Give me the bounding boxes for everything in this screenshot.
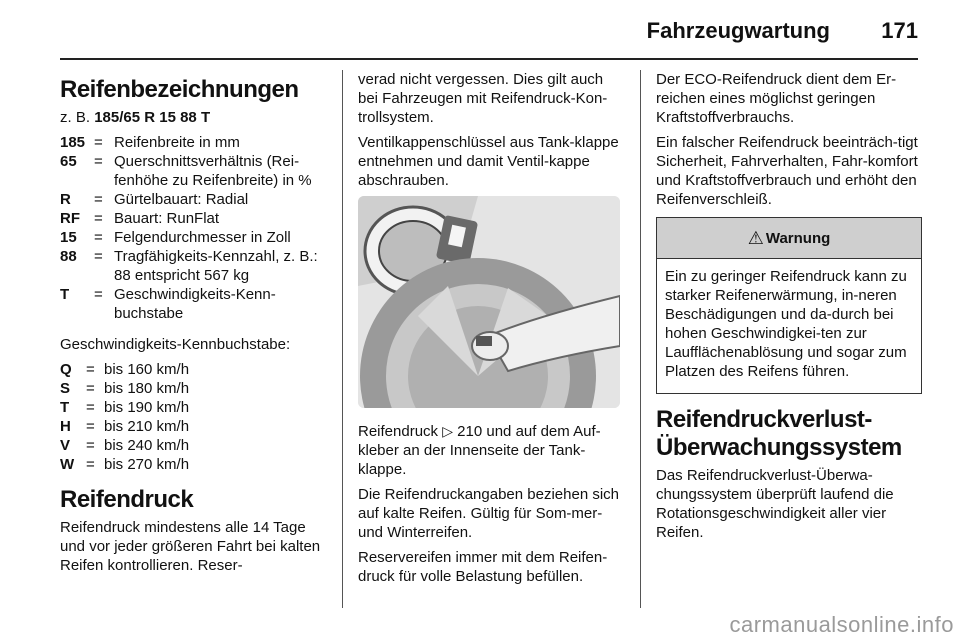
definition-term: RF [60,210,80,227]
definition-term: 65 [60,153,77,170]
speed-index-term: S [60,380,71,397]
paragraph: Ventilkappenschlüssel aus Tank-klappe entnehmen und damit Ventil-kappe abschrauben. [358,134,619,189]
definition-eq: = [94,191,103,208]
definition-eq: = [94,153,103,170]
definition-desc: Querschnittsverhältnis (Rei-fenhöhe zu Reifenbreite) in % [114,153,312,189]
pressure-text: Reifendruck mindestens alle 14 Tage und vor jeder größeren Fahrt bei kalten Reifen kontrollieren. Reser- [60,519,321,574]
speed-index-term: H [60,418,71,435]
paragraph: Das Reifendruckverlust-Überwa-chungssystem überprüft laufend die Rotationsgeschwindigkeit aller vier Reifen. [656,467,894,541]
heading-tpms: Reifendruckverlust-Überwachungssystem [656,406,902,461]
definition-eq: = [94,134,103,151]
paragraph: Die Reifendruckangaben beziehen sich auf kalte Reifen. Gültig für Som-mer- und Winterreifen. [358,486,620,541]
column-divider [640,70,641,608]
column-divider [342,70,343,608]
definition-desc: Felgendurchmesser in Zoll [114,229,291,246]
speed-index-term: V [60,437,71,454]
chapter-title: Fahrzeugwartung [646,18,830,43]
paragraph: verad nicht vergessen. Dies gilt auch bei Fahrzeugen mit Reifendruck-Kon-trollsystem. [358,71,608,126]
definition-eq: = [94,248,103,265]
tire-code-definitions [60,133,326,323]
valve-cap-photo-svg [358,196,620,408]
column-2 [358,70,624,592]
definition-desc: Gürtelbauart: Radial [114,191,249,208]
definition-term: 88 [60,248,77,265]
speed-index-row [60,398,326,417]
definition-desc: Bauart: RunFlat [114,210,220,227]
speed-index-desc: bis 210 km/h [104,418,190,435]
definition-desc: Reifenbreite in mm [114,134,240,151]
speed-intro: Geschwindigkeits-Kennbuchstabe: [60,336,291,353]
definition-row [60,209,326,228]
speed-index-eq: = [86,456,95,473]
warning-triangle-icon: ⚠ [747,227,764,248]
column-3 [656,70,922,548]
speed-index-eq: = [86,380,95,397]
page-reference-link[interactable]: 210 [457,423,483,440]
warning-header [657,218,921,259]
speed-index-desc: bis 240 km/h [104,437,190,454]
page-number: 171 [881,18,918,43]
speed-index-list [60,360,326,474]
speed-index-term: T [60,399,70,416]
definition-row [60,285,326,323]
paragraph: Ein falscher Reifendruck beeinträch-tigt Sicherheit, Fahrverhalten, Fahr-komfort und Kraftstoffverbrauch und erhöht den Reifenverschleiß. [656,134,918,208]
example-line: z. B. 185/65 R 15 88 T [60,109,211,126]
paragraph-pressure-ref: Reifendruck ▷ 210 und auf dem Auf-kleber an der Innenseite der Tank-klappe. [358,423,601,478]
heading-tire-pressure: Reifendruck [60,486,194,513]
definition-row [60,152,326,190]
definition-row [60,247,326,285]
definition-desc: Tragfähigkeits-Kennzahl, z. B.: 88 entspricht 567 kg [114,248,318,284]
column-1 [60,70,326,581]
speed-index-eq: = [86,437,95,454]
heading-tire-designations: Reifenbezeichnungen [60,76,299,103]
speed-index-row [60,360,326,379]
paragraph: Der ECO-Reifendruck dient dem Er-reichen eines möglichst geringen Kraftstoffverbrauchs. [656,71,897,126]
definition-eq: = [94,229,103,246]
warning-box [656,217,922,394]
warning-text: Ein zu geringer Reifendruck kann zu starker Reifenerwärmung, in-neren Beschädigungen und da-durch bei hohen Geschwindigkei-ten zur Laufflächenablösung und sogar zum Platzen des Reifens führen. [665,268,907,380]
valve-cap-illustration [358,196,620,408]
definition-eq: = [94,286,103,303]
speed-index-row [60,455,326,474]
header-rule [60,58,918,60]
definition-row [60,190,326,209]
warning-title: Warnung [765,229,831,247]
speed-index-eq: = [86,399,95,416]
speed-index-desc: bis 160 km/h [104,361,190,378]
watermark: carmanualsonline.info [729,612,954,637]
speed-index-eq: = [86,418,95,435]
page-header [0,0,960,60]
speed-index-eq: = [86,361,95,378]
speed-index-desc: bis 190 km/h [104,399,190,416]
definition-term: 15 [60,229,77,246]
definition-row [60,228,326,247]
warning-body [657,259,921,393]
speed-index-desc: bis 180 km/h [104,380,190,397]
definition-term: T [60,286,70,303]
paragraph: Reservereifen immer mit dem Reifen-druck für volle Belastung befüllen. [358,549,608,585]
definition-term: 185 [60,134,86,151]
speed-index-term: Q [60,361,72,378]
speed-index-row [60,436,326,455]
speed-index-term: W [60,456,75,473]
speed-index-row [60,379,326,398]
definition-term: R [60,191,71,208]
definition-desc: Geschwindigkeits-Kenn-buchstabe [114,286,276,322]
speed-index-desc: bis 270 km/h [104,456,190,473]
page-reference-arrow-icon: ▷ [442,423,453,439]
definition-row [60,133,326,152]
definition-eq: = [94,210,103,227]
speed-index-row [60,417,326,436]
